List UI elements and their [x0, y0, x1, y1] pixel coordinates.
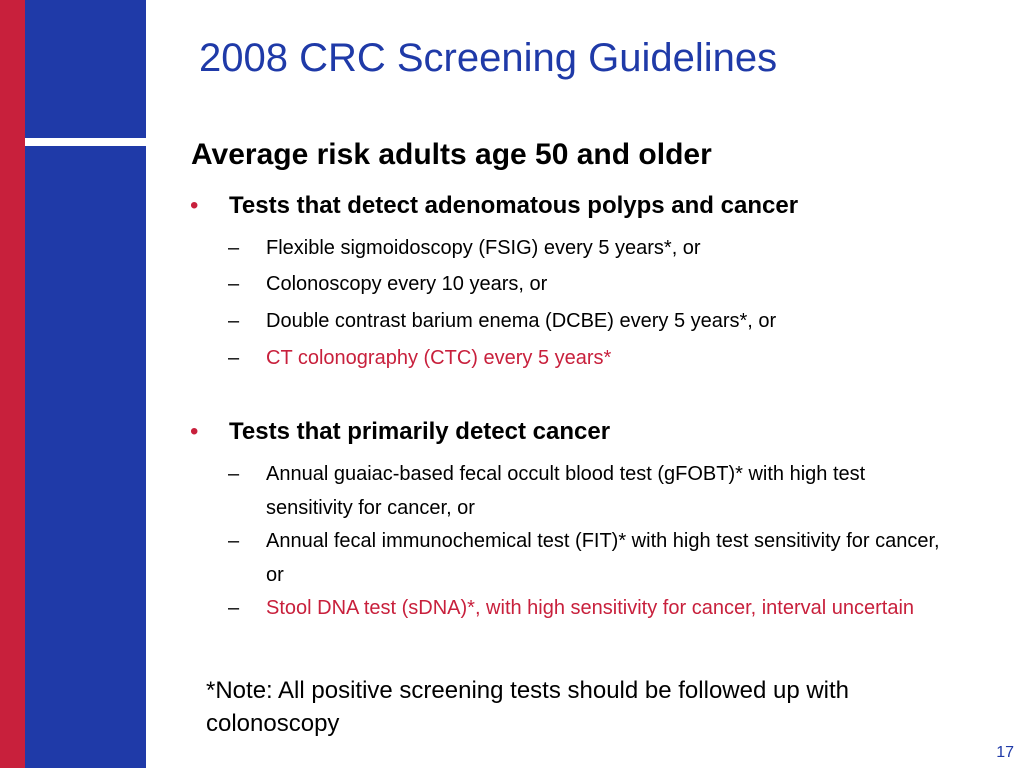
list-item-text: Stool DNA test (sDNA)*, with high sensitivity for cancer, interval uncertain [266, 597, 915, 619]
footnote: *Note: All positive screening tests should be followed up with colonoscopy [206, 677, 850, 737]
list-item-text: Annual guaiac-based fecal occult blood test (gFOBT)* with high test sensitivity for cancer, or [266, 463, 866, 519]
bullet-marker: • [190, 418, 199, 445]
bullet-heading-detect-cancer [190, 418, 611, 447]
list-item-ctc [228, 341, 956, 375]
slide-subtitle: Average risk adults age 50 and older [191, 138, 712, 171]
dash-marker: – [228, 347, 240, 369]
bullet-heading-text: Tests that detect adenomatous polyps and cancer [229, 192, 799, 219]
bullet-heading-text: Tests that primarily detect cancer [229, 418, 611, 445]
slide-title: 2008 CRC Screening Guidelines [199, 36, 778, 80]
list-item-colonoscopy [228, 267, 956, 301]
dash-marker: – [228, 597, 240, 619]
list-item-text: Flexible sigmoidoscopy (FSIG) every 5 years*, or [266, 237, 701, 259]
dash-marker: – [228, 530, 240, 552]
left-red-band [0, 0, 25, 768]
list-item-fit [228, 524, 956, 592]
list-item-text: Colonoscopy every 10 years, or [266, 273, 548, 295]
bullet-heading-polyps-and-cancer [190, 192, 799, 221]
dash-marker: – [228, 273, 240, 295]
list-item-text: Annual fecal immunochemical test (FIT)* with high test sensitivity for cancer, or [266, 530, 940, 586]
dash-marker: – [228, 237, 240, 259]
list-item-text: Double contrast barium enema (DCBE) every 5 years*, or [266, 310, 777, 332]
dash-marker: – [228, 310, 240, 332]
list-item-gfobt [228, 457, 956, 525]
left-blue-band [25, 0, 146, 768]
bullet-marker: • [190, 192, 199, 219]
dash-marker: – [228, 463, 240, 485]
list-item-text: CT colonography (CTC) every 5 years* [266, 347, 612, 369]
page-number: 17 [996, 744, 1014, 761]
band-divider-stripe [25, 138, 146, 146]
list-item-dcbe [228, 304, 956, 338]
list-item-fsig [228, 231, 956, 265]
list-item-sdna [228, 591, 956, 625]
